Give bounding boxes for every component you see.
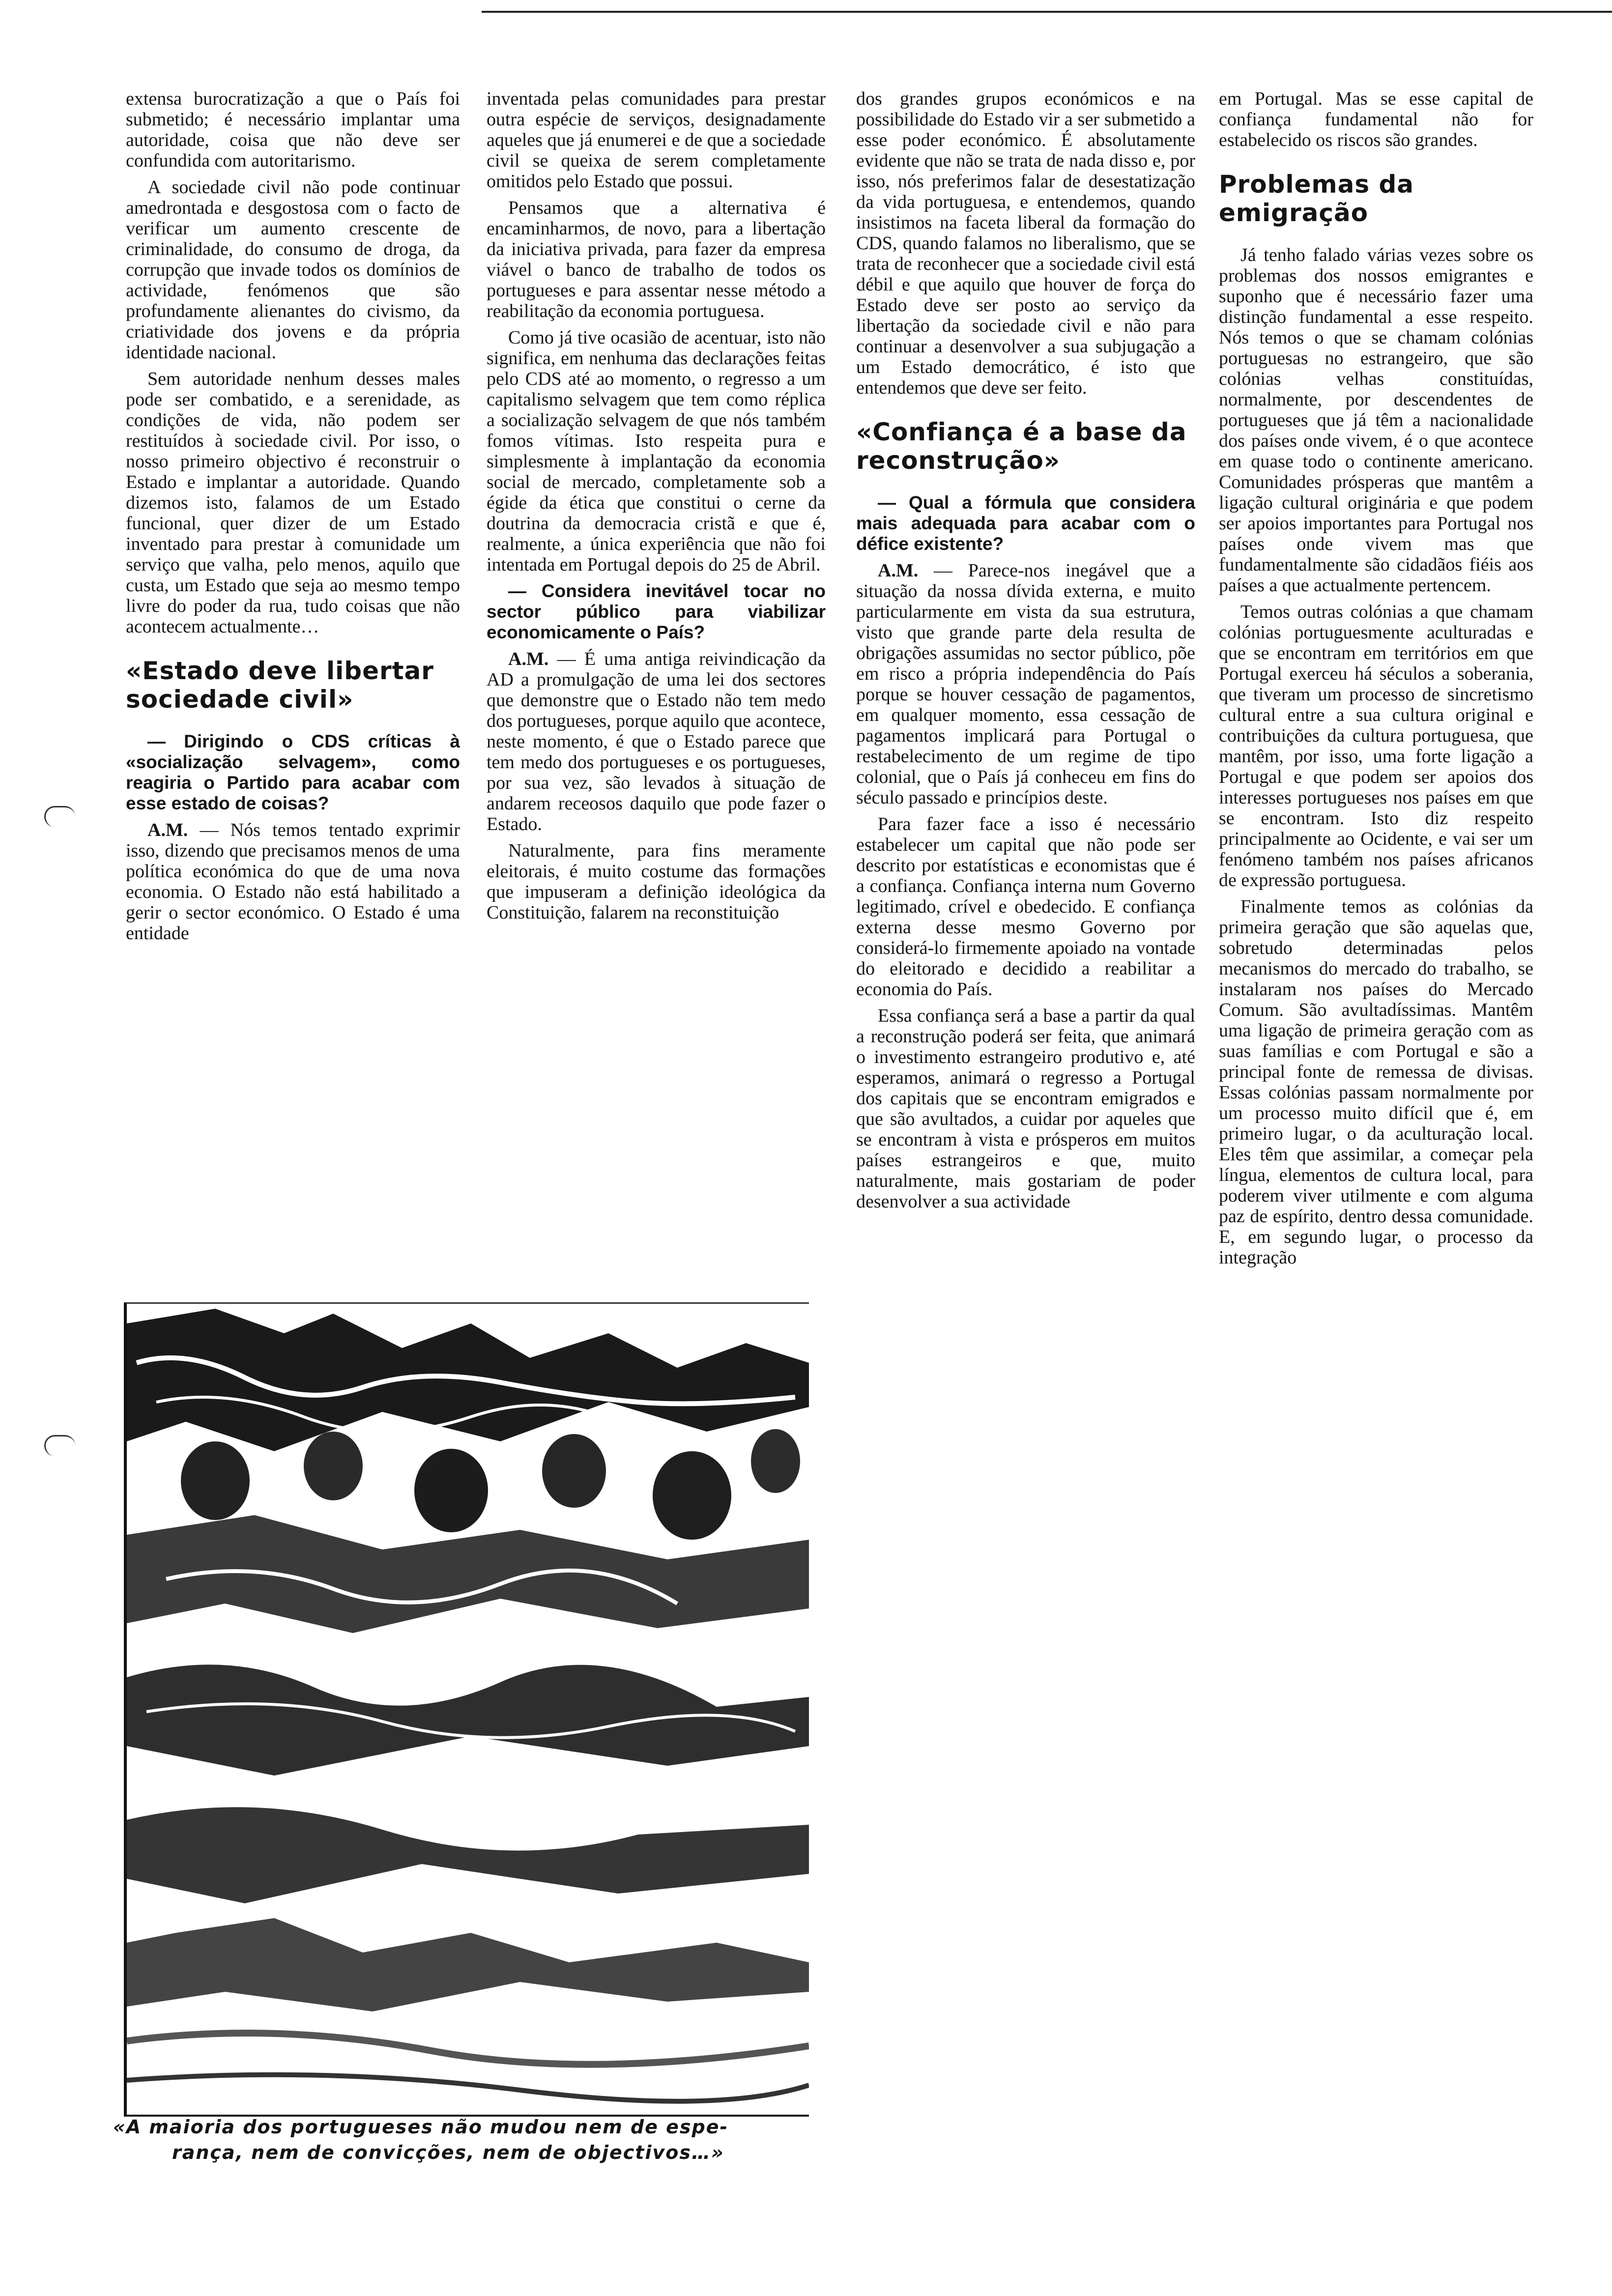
news-photo: [124, 1302, 809, 2117]
scan-mark: [44, 1435, 75, 1456]
speaker-label: A.M.: [147, 820, 188, 840]
column-3: [856, 88, 1195, 1218]
top-rule: [482, 11, 1612, 13]
interview-question: — Considera inevitável tocar no sector público para viabilizar economicamente o País?: [487, 581, 826, 642]
column-2: [487, 88, 826, 929]
photo-image: [127, 1304, 809, 2115]
paragraph: Naturalmente, para fins meramente eleitorais, é muito costume das formações que impuseram a definição ideológica da Constituição, falarem na reconstituição: [487, 840, 826, 923]
interview-answer: [487, 649, 826, 834]
paragraph: Como já tive ocasião de acentuar, isto não significa, em nenhuma das declarações feitas pelo CDS até ao momento, o regresso a um capitalismo selvagem que tem como réplica a socialização selvagem de que nós também fomos vítimas. Isto respeita pura e simplesmente à implantação da economia social de mercado, completamente sob a égide da ética que constitui o cerne da doutrina da democracia cristã e que é, realmente, a única experiência que não foi intentada em Portugal depois do 25 de Abril.: [487, 327, 826, 575]
scan-mark: [44, 806, 75, 827]
paragraph: Pensamos que a alternativa é encaminharmos, de novo, para a libertação da iniciativa privada, para fazer da empresa viável o banco de trabalho de todos os portugueses e para assentar nesse método a reabilitação da economia portuguesa.: [487, 198, 826, 321]
paragraph: Para fazer face a isso é necessário estabelecer um capital que não pode ser descrito por estatísticas e economistas que é a confiança. Confiança interna num Governo legitimado, crível e obedecido. E confiança externa desse mesmo Governo por considerá-lo firmemente apoiado na vontade do eleitorado e decidido a reabilitar a economia do País.: [856, 814, 1195, 1000]
column-4: [1219, 88, 1533, 1274]
paragraph: A sociedade civil não pode continuar amedrontada e desgostosa com o facto de verificar um aumento crescente de criminalidade, do consumo de droga, da corrupção que invade todos os domínios de actividade, fenómenos que são profundamente alienantes do civismo, da criatividade dos jovens e da própria identidade nacional.: [126, 177, 460, 363]
paragraph: extensa burocratização a que o País foi submetido; é necessário implantar uma autoridade, coisa que não deve ser confundida com autoritarismo.: [126, 88, 460, 171]
paragraph: Essa confiança será a base a partir da qual a reconstrução poderá ser feita, que animará o investimento estrangeiro produtivo e, até esperamos, animará o regresso a Portugal dos capitais que se encontram emigrados e que são avultados, a cuidar por aqueles que se encontram à vista e prósperos em muitos países estrangeiros e que, muito naturalmente, mais gostariam de poder desenvolver a sua actividade: [856, 1005, 1195, 1212]
interview-question: — Dirigindo o CDS críticas à «socialização selvagem», como reagiria o Partido para acabar com esse estado de coisas?: [126, 731, 460, 813]
caption-line: «A maioria dos portugueses não mudou nem de espe-: [113, 2116, 729, 2138]
section-heading: Problemas da emigração: [1219, 170, 1414, 227]
caption-line: rança, nem de convicções, nem de objectivos…»: [172, 2142, 724, 2163]
paragraph: Finalmente temos as colónias da primeira geração que são aquelas que, sobretudo determinadas pelos mecanismos do mercado do trabalho, se instalaram nos países do Mercado Comum. São avultadíssimas. Mantêm uma ligação de primeira geração com as suas famílias e com Portugal e são a principal fonte de remessa de divisas. Essas colónias passam normalmente por um processo muito difícil que é, em primeiro lugar, o da aculturação local. Eles têm que assimilar, a começar pela língua, elementos de cultura local, para poderem viver utilmente e com alguma paz de espírito, dentro dessa comunidade. E, em segundo lugar, o processo da integração: [1219, 896, 1533, 1268]
answer-text: — Nós temos tentado exprimir isso, dizendo que precisamos menos de uma política económica do que de uma nova economia. O Estado não está habilitado a gerir o sector económico. O Estado é uma entidade: [126, 820, 460, 944]
answer-text: — Parece-nos inegável que a situação da nossa dívida externa, e muito particularmente em vista da sua estrutura, visto que grande parte dela resulta de obrigações assumidas no sector público, põe em risco a própria independência do País porque se houver cessação de pagamentos, em qualquer momento, essa cessação de pagamentos implicará para Portugal o restabelecimento de um regime de tipo colonial, que o País já conheceu em fins do século passado e princípios deste.: [856, 560, 1195, 808]
speaker-label: A.M.: [508, 649, 549, 669]
paragraph: Temos outras colónias a que chamam colónias portuguesmente aculturadas e que se encontram em territórios em que Portugal exerceu há séculos a soberania, que tiveram um processo de sincretismo cultural entre a sua cultura original e contribuições da cultura portuguesa, que mantêm, por isso, uma forte ligação a Portugal e que podem ser apoios dos interesses portugueses nos países em que se encontram. Isto diz respeito principalmente ao Ocidente, e vai ser um fenómeno também nos países africanos de expressão portuguesa.: [1219, 602, 1533, 890]
interview-answer: [856, 560, 1195, 808]
paragraph: dos grandes grupos económicos e na possibilidade do Estado vir a ser submetido a esse poder económico. É absolutamente evidente que não se trata de nada disso e, por isso, nós preferimos falar de desestatização da vida portuguesa, e entendemos, quando insistimos na faceta liberal da formação do CDS, quando falamos no liberalismo, que se trata de reconhecer que a sociedade civil está débil e que aquilo que houver de força do Estado deve ser posto ao serviço da libertação da sociedade civil e não para continuar a desenvolver a sua subjugação a um Estado democrático, é isto que entendemos que deve ser feito.: [856, 88, 1195, 398]
section-heading: «Confiança é a base da reconstrução»: [856, 418, 1187, 475]
interview-question: — Qual a fórmula que considera mais adequada para acabar com o défice existente?: [856, 492, 1195, 554]
paragraph: inventada pelas comunidades para prestar outra espécie de serviços, designadamente aqueles que já enumerei e de que a sociedade civil se queixa de serem completamente omitidos pelo Estado que possui.: [487, 88, 826, 192]
photo-caption: [113, 2114, 811, 2165]
paragraph: Já tenho falado várias vezes sobre os problemas dos nossos emigrantes e suponho que é necessário fazer uma distinção fundamental a esse respeito. Nós temos o que se chamam colónias portuguesas no estrangeiro, que são colónias velhas constituídas, normalmente, por descendentes de portugueses que já têm a nacionalidade dos países onde vivem, é o que acontece em quase todo o continente americano. Comunidades prósperas que mantêm a ligação cultural originária e que podem ser apoios importantes para Portugal nos países onde vivem mas que fundamentalmente são cidadãos fiéis aos países a que actualmente pertencem.: [1219, 245, 1533, 596]
interview-answer: [126, 820, 460, 944]
paragraph: Sem autoridade nenhum desses males pode ser combatido, e a serenidade, as condições de vida, não podem ser restituídos à sociedade civil. Por isso, o nosso primeiro objectivo é reconstruir o Estado e implantar a autoridade. Quando dizemos isto, falamos de um Estado funcional, quer dizer de um Estado inventado para prestar à comunidade um serviço que valha, pelo menos, aquilo que custa, um Estado que seja ao mesmo tempo livre do poder da rua, tudo coisas que não acontecem actualmente…: [126, 369, 460, 637]
answer-text: — É uma antiga reivindicação da AD a promulgação de uma lei dos sectores que demonstre que o Estado não tem medo dos portugueses, porque aquilo que acontece, neste momento, é que o Estado parece que tem medo dos portugueses e os portugueses, por sua vez, são levados à situação de andarem receosos daquilo que pode fazer o Estado.: [487, 649, 826, 834]
section-heading: «Estado deve libertar sociedade civil»: [126, 657, 434, 714]
speaker-label: A.M.: [878, 560, 919, 581]
column-1: [126, 88, 460, 949]
paragraph: em Portugal. Mas se esse capital de confiança fundamental não for estabelecido os riscos são grandes.: [1219, 88, 1533, 150]
